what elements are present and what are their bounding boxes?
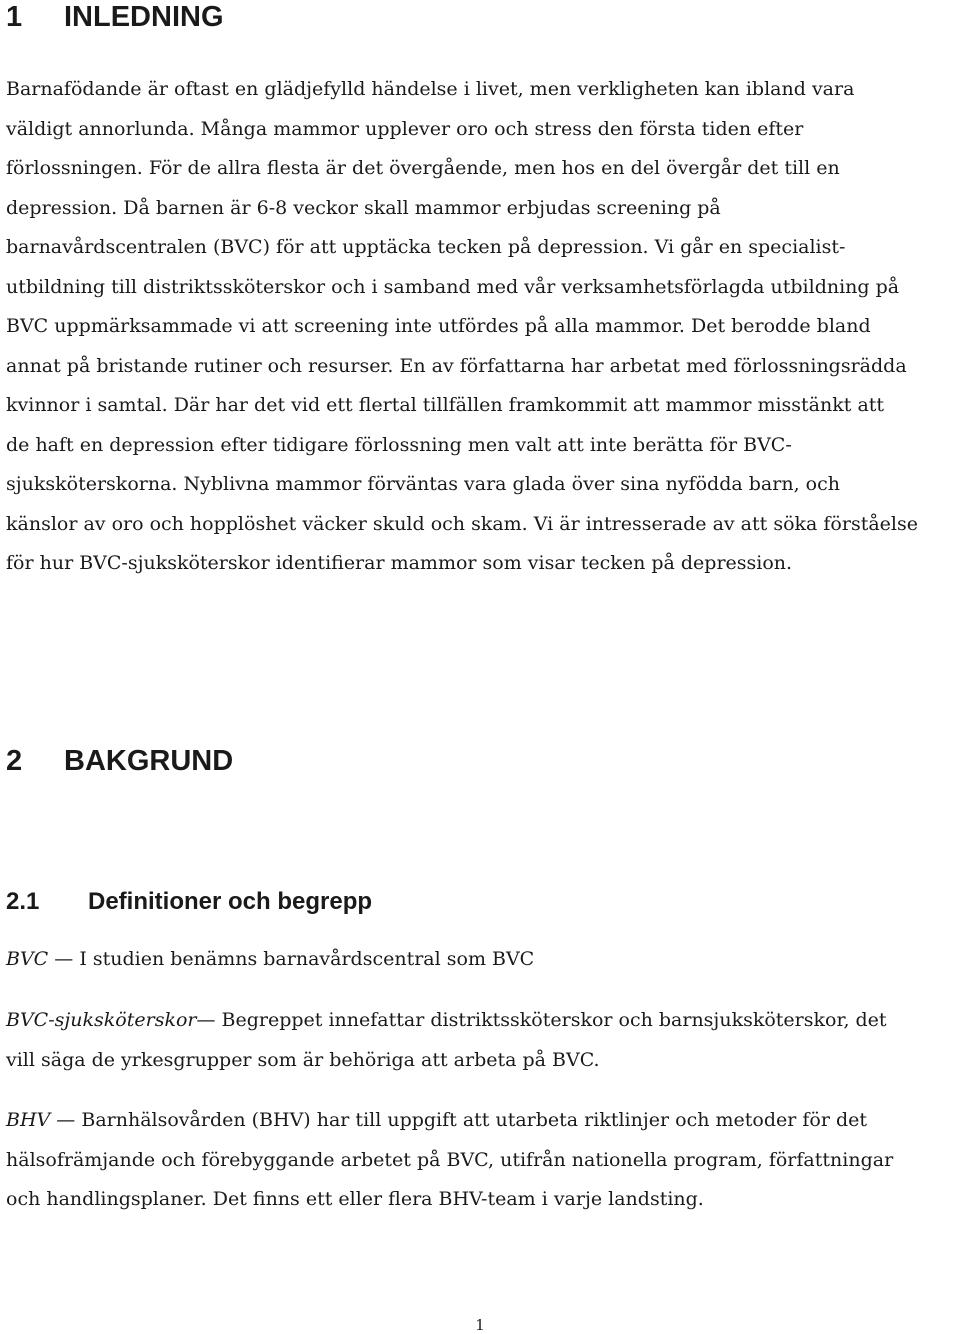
definition-term: BHV (6, 1109, 51, 1131)
section-number: 2 (6, 745, 23, 777)
paragraph-line: sjuksköterskorna. Nyblivna mammor förväntas vara glada över sina nyfödda barn, och (6, 473, 840, 495)
definition-bhv (6, 1101, 956, 1220)
definition-separator: — (48, 948, 80, 970)
definition-line (6, 1001, 956, 1041)
definition-line (6, 940, 956, 980)
definition-line (6, 1101, 956, 1141)
definition-bvc (6, 940, 956, 980)
definition-term: BVC-sjuksköterskor (6, 1009, 197, 1031)
paragraph-line: Barnafödande är oftast en glädjefylld händelse i livet, men verkligheten kan ibland vara (6, 78, 855, 100)
paragraph-line: väldigt annorlunda. Många mammor upplever oro och stress den första tiden efter (6, 117, 804, 140)
paragraph-line: depression. Då barnen är 6-8 veckor skall mammor erbjudas screening på (6, 196, 721, 219)
definition-separator: — (196, 1009, 222, 1031)
definition-line: vill säga de yrkesgrupper som är behöriga att arbeta på BVC. (6, 1048, 600, 1071)
subsection-heading (6, 887, 372, 917)
paragraph-line: känslor av oro och hopplöshet väcker skuld och skam. Vi är intresserade av att söka förståelse (6, 512, 918, 535)
definition-separator: — (50, 1109, 82, 1131)
definition-text: Barnhälsovården (BHV) har till uppgift att utarbeta riktlinjer och metoder för det (81, 1109, 867, 1131)
definition-text: I studien benämns barnavårdscentral som BVC (79, 948, 535, 970)
section-number: 1 (6, 1, 23, 33)
paragraph-line: annat på bristande rutiner och resurser. En av författarna har arbetat med förlossningsrädda (6, 354, 907, 377)
paragraph-line: förlossningen. För de allra flesta är det övergående, men hos en del övergår det till en (6, 157, 840, 179)
section-heading-bakgrund (6, 744, 233, 778)
paragraph-line: för hur BVC-sjuksköterskor identifierar mammor som visar tecken på depression. (6, 552, 793, 574)
paragraph-line: barnavårdscentralen (BVC) för att upptäcka tecken på depression. Vi går en specialist- (6, 236, 846, 258)
paragraph-line: de haft en depression efter tidigare förlossning men valt att inte berätta för BVC- (6, 433, 792, 456)
definition-bvc-sjukskoterskor (6, 1001, 956, 1080)
paragraph-line: BVC uppmärksammade vi att screening inte utfördes på alla mammor. Det berodde bland (6, 315, 871, 337)
subsection-number: 2.1 (6, 888, 40, 915)
paragraph-line: kvinnor i samtal. Där har det vid ett flertal tillfällen framkommit att mammor misstänkt att (6, 394, 885, 416)
definition-text: Begreppet innefattar distriktssköterskor och barnsjuksköterskor, det (221, 1009, 887, 1031)
definition-line: hälsofrämjande och förebyggande arbetet på BVC, utifrån nationella program, författningar (6, 1148, 894, 1171)
subsection-title: Definitioner och begrepp (88, 888, 373, 915)
paragraph-line: utbildning till distriktssköterskor och i samband med vår verksamhetsförlagda utbildning på (6, 275, 900, 298)
section-title: BAKGRUND (64, 745, 234, 777)
page-number: 1 (475, 1316, 485, 1334)
definition-term: BVC (6, 948, 49, 970)
intro-paragraph (6, 70, 956, 584)
section-heading-inledning (6, 0, 224, 34)
section-title: INLEDNING (64, 1, 224, 33)
definition-line: och handlingsplaner. Det finns ett eller flera BHV-team i varje landsting. (6, 1188, 704, 1210)
